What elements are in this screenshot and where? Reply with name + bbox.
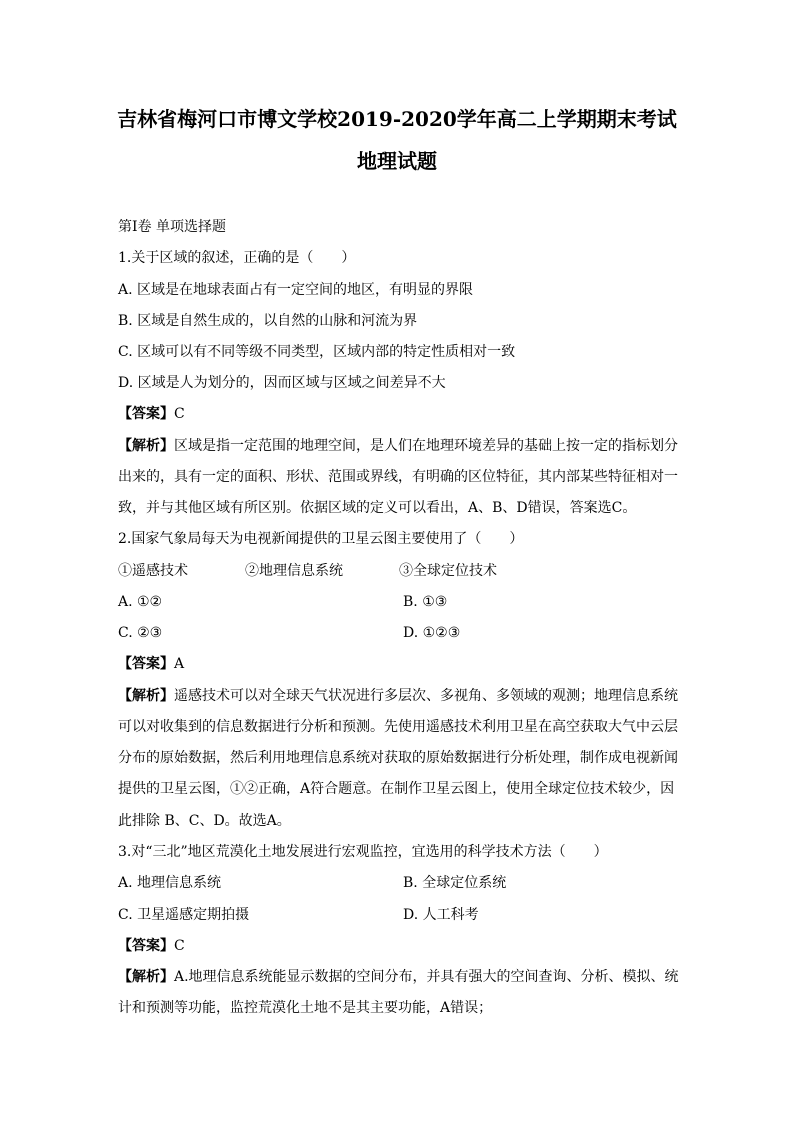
answer-value: C [174, 938, 185, 954]
q3-option-d: D. 人工科考 [403, 907, 479, 923]
q2-analysis-line-1 [118, 687, 678, 705]
q1-answer [118, 405, 185, 423]
q2-analysis-line-4: 提供的卫星云图，①②正确，A符合题意。在制作卫星云图上，使用全球定位技术较少，因 [118, 781, 675, 797]
q2-option-a: A. ①② [118, 594, 163, 610]
q2-option-c: C. ②③ [118, 625, 163, 641]
q1-option-c: C. 区域可以有不同等级不同类型，区域内部的特定性质相对一致 [118, 344, 516, 360]
analysis-label: 【解析】 [118, 969, 174, 985]
q2-analysis-line-3: 分布的原始数据，然后利用地理信息系统对获取的原始数据进行分析处理，制作成电视新闻 [118, 750, 678, 766]
q2-choice-1: ①遥感技术 [118, 563, 188, 579]
section-label: 第Ⅰ卷 单项选择题 [118, 219, 226, 235]
q1-analysis-line-3: 致，并与其他区域有所区别。依据区域的定义可以看出，A、B、D错误，答案选C。 [118, 500, 637, 516]
q3-analysis-line-1 [118, 968, 679, 986]
answer-label: 【答案】 [118, 938, 174, 954]
q2-stem: 2.国家气象局每天为电视新闻提供的卫星云图主要使用了（ ） [118, 531, 524, 547]
q1-option-d: D. 区域是人为划分的，因而区域与区域之间差异不大 [118, 375, 446, 391]
analysis-label: 【解析】 [118, 688, 174, 704]
q3-analysis-line-2: 计和预测等功能，监控荒漠化土地不是其主要功能，A错误； [118, 1000, 493, 1016]
q3-stem: 3.对“三北”地区荒漠化土地发展进行宏观监控，宜选用的科学技术方法（ ） [118, 844, 608, 860]
q3-option-b: B. 全球定位系统 [403, 875, 507, 891]
q1-stem: 1.关于区域的叙述，正确的是（ ） [118, 250, 356, 266]
q2-choice-2: ②地理信息系统 [245, 563, 343, 579]
q1-analysis-line-1 [118, 437, 678, 455]
q3-option-a: A. 地理信息系统 [118, 875, 222, 891]
analysis-text: 区域是指一定范围的地理空间，是人们在地理环境差异的基础上按一定的指标划分 [174, 438, 678, 454]
q1-option-b: B. 区域是自然生成的，以自然的山脉和河流为界 [118, 313, 418, 329]
q2-analysis-line-5: 此排除 B、C、D。故选A。 [118, 813, 291, 829]
q2-option-b: B. ①③ [403, 594, 448, 610]
q1-option-a: A. 区域是在地球表面占有一定空间的地区，有明显的界限 [118, 282, 474, 298]
exam-title: 吉林省梅河口市博文学校2019-2020学年高二上学期期末考试 [117, 107, 677, 131]
analysis-label: 【解析】 [118, 438, 174, 454]
answer-label: 【答案】 [118, 406, 174, 422]
analysis-text: 遥感技术可以对全球天气状况进行多层次、多视角、多领域的观测；地理信息系统 [174, 688, 678, 704]
q2-answer [118, 655, 184, 673]
answer-label: 【答案】 [118, 656, 174, 672]
q2-option-d: D. ①②③ [403, 625, 461, 641]
q3-option-c: C. 卫星遥感定期拍摄 [118, 907, 250, 923]
exam-subtitle: 地理试题 [357, 149, 437, 173]
q2-choice-3: ③全球定位技术 [399, 563, 497, 579]
q1-analysis-line-2: 出来的，具有一定的面积、形状、范围或界线，有明确的区位特征，其内部某些特征相对一 [118, 469, 678, 485]
q3-answer [118, 937, 185, 955]
analysis-text: A.地理信息系统能显示数据的空间分布，并具有强大的空间查询、分析、模拟、统 [174, 969, 679, 985]
answer-value: C [174, 406, 185, 422]
q2-analysis-line-2: 可以对收集到的信息数据进行分析和预测。先使用遥感技术利用卫星在高空获取大气中云层 [118, 719, 678, 735]
answer-value: A [174, 656, 185, 672]
